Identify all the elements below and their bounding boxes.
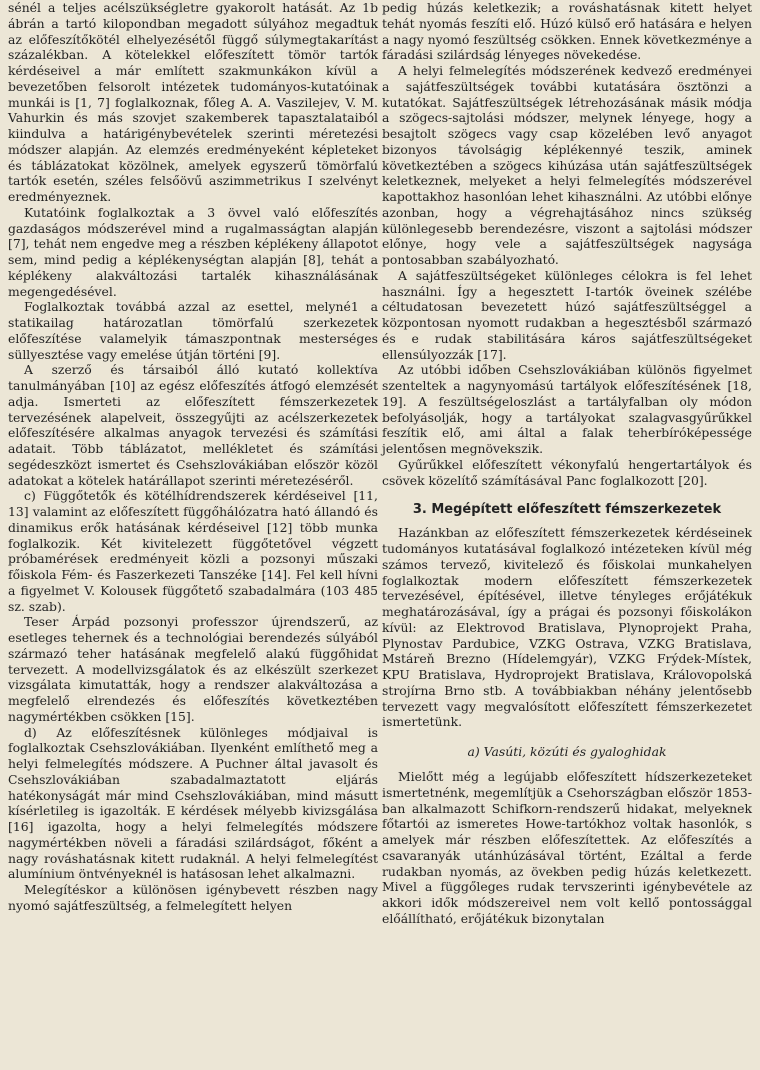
paragraph: Teser Árpád pozsonyi professzor újrendszerű, az esetleges tehernek és a technológiai berendezés súlyából származó teher hatásának megfelelő alakú függőhidat tervezett. A modellvizsgálatok és az elkészült szerkezet vizsgálata kimutatták, hogy a rendszer alakváltozása a megfelelő elrendezés és előfeszítés következtében nagymértékben csökken [15]. xyxy=(8,614,378,724)
paragraph: d) Az előfeszítésnek különleges módjaival is foglalkoztak Csehszlovákiában. Ilyenként említhető meg a helyi felmelegítés módszere. A Puchner által javasolt és Csehszlovákiában szabadalmaztatott eljárás hatékonyságát már mind Csehszlovákiában, mind másutt kísérletileg is igazolták. E kérdések mélyebb kivizsgálása [16] igazolta, hogy a helyi felmelegítés módszere nagymértékben növeli a fáradási szilárdságot, főként a nagy rováshatásnak kitett rudaknál. A helyi felmelegítést alumínium öntvényeknél is hatásosan lehet alkalmazni. xyxy=(8,724,378,882)
paragraph: Foglalkoztak továbbá azzal az esettel, melyné1 a statikailag határozatlan tömörfalú szerkezetek előfeszítése valamelyik támaszpontnak mesterséges süllyesztése vagy emelése útján történi [9]. xyxy=(8,299,378,362)
paragraph: Kutatóink foglalkoztak a 3 övvel való előfeszítés gazdaságos módszerével mind a rugalmasságtan alapján [7], tehát nem engedve meg a részben képlékeny állapotot sem, mind pedig a képlékenységtan alapján [8], tehát a képlékeny alakváltozási tartalék kihasználásának megengedésével. xyxy=(8,204,378,299)
subsection-title: a) Vasúti, közúti és gyaloghidak xyxy=(467,744,667,759)
paragraph: pedig húzás keletkezik; a rováshatásnak kitett helyet tehát nyomás feszíti elő. Húzó külső erő hatására e helyen a nagy nyomó feszültség csökken. Ennek következménye a fáradási szilárdság lényeges növekedése. xyxy=(382,0,752,63)
paragraph: Melegítéskor a különösen igénybevett részben nagy nyomó sajátfeszültség, a felmelegített helyen xyxy=(8,882,378,913)
paragraph: c) Függőtetők és kötélhídrendszerek kérdéseivel [11, 13] valamint az előfeszített függőhálózatra ható állandó és dinamikus erők hatásának kérdéseivel [12] több munka foglalkozik. Két kivitelezett függőtetővel végzett próbamérések eredményeit közli a pozsonyi műszaki főiskola Fém- és Faszerkezeti Tanszéke [14]. Fel kell hívni a figyelmet V. Kolousek függőtető szabadalmára (103 485 sz. szab). xyxy=(8,488,378,614)
paragraph: Gyűrűkkel előfeszített vékonyfalú hengertartályok és csövek közelítő számításával Panc foglalkozott [20]. xyxy=(382,456,752,488)
right-column xyxy=(382,0,754,1070)
left-column xyxy=(6,0,378,1070)
paragraph: A sajátfeszültségeket különleges célokra is fel lehet használni. Így a hegesztett I-tartók öveinek szélébe céltudatosan bevezetett húzó sajátfeszültséggel a központosan nyomott rudakban a hegesztésből származó és e rudak stabilitására káros sajátfeszültségeket ellensúlyozzák [17]. xyxy=(382,267,752,362)
paragraph: Az utóbbi időben Csehszlovákiában különös figyelmet szenteltek a nagynyomású tartályok előfeszítésének [18, 19]. A feszültségeloszlást a tartályfalban oly módon befolyásolják, hogy a tartályokat szalagvasgyűrűkkel feszítik elő, ami által a falak teherbíróképessége jelentősen megnövekszik. xyxy=(382,362,752,456)
paragraph: A helyi felmelegítés módszerének kedvező eredményei a sajátfeszültségek további kutatására ösztönzi a kutatókat. Sajátfeszültségek létrehozásának másik módja a szögecs-sajtolási módszer, melynek lényege, hogy a besajtolt szögecs vagy csap közelében levő anyagot bizonyos távolságig képlékennyé teszik, aminek következtében a szögecs kihúzása után sajátfeszültségek keletkeznek, melyeket a helyi felmelegítés módszerével kapottakhoz hasonlóan lehet kihasználni. Az utóbbi előnye azonban, hogy a végrehajtásához nincs szükség különlegesebb berendezésre, viszont a sajtolási módszer előnye, hogy vele a sajátfeszültségek nagysága pontosabban szabályozható. xyxy=(382,63,752,267)
paragraph: Hazánkban az előfeszített fémszerkezetek kérdéseinek tudományos kutatásával foglalkozó intézeteken kívül még számos tervező, kivitelező és főiskolai munkahelyen foglalkoztak modern előfeszített fémszerkezetek tervezésével, építésével, illetve tényleges erőjátékuk meghatározásával, így a prágai és pozsonyi főiskolákon kívül: az Elektrovod Bratislava, Plynoprojekt Praha, Plynostav Pardubice, VZKG Ostrava, VZKG Bratislava, Mstáreň Brezno (Hídelemgyár), VZKG Frýdek-Místek, KPU Bratislava, Hydroprojekt Bratislava, Královopolská strojírna Brno stb. A továbbiakban néhány jelentősebb tervezett vagy megvalósított előfeszített fémszerkezetet ismertetünk. xyxy=(382,525,752,730)
paragraph: Mielőtt még a legújabb előfeszített hídszerkezeteket ismertetnénk, megemlítjük a Csehországban először 1853-ban alkalmazott Schifkorn-rendszerű hidakat, melyeknek főtartói az ismeretes Howe-tartókhoz voltak hasonlók, s amelyek már részben előfeszítettek. Az előfeszítés a csavaranyák utánhúzásával történt, Ezáltal a ferde rudakban nyomás, az övekben pedig húzás keletkezett. Mivel a függőleges rudak tervszerinti igénybevétele az akkori idők módszereivel nem volt kellő pontossággal előállítható, erőjátékuk bizonytalan xyxy=(382,769,752,926)
paragraph: A szerző és társaiból álló kutató kollektíva tanulmányában [10] az egész előfeszítés átfogó elemzését adja. Ismerteti az előfeszített fémszerkezetek tervezésének alapelveit, összegyűjti az acélszerkezetek előfeszítésére alkalmas anyagok tervezési és számítási adatait. Több táblázatot, mellékletet és számítási segédeszközt ismertet és Csehszlovákiában először közöl adatokat a kötelek határállapot szerinti méretezéséről. xyxy=(8,362,378,488)
section-title: 3. Megépített előfeszített fémszerkezetek xyxy=(412,502,722,518)
paragraph: sénél a teljes acélszükségletre gyakorolt hatását. Az 1b ábrán a tartó kilopondban megadott súlyához megadtuk az előfeszítőkötél elhelyezésétől függő súlymegtakarítást százalékban. A kötelekkel előfeszített tömör tartók kérdéseivel a már említett szakmunkákon kívül a bevezetőben felsorolt intézetek tudományos-kutatóinak munkái is [1, 7] foglalkoznak, főleg A. A. Vaszilejev, V. M. Vahurkin és más szovjet szakemberek tapasztalataiból kiindulva a határigénybevételek szerinti méretezési módszer alapján. Az elemzés eredményeként képleteket és táblázatokat közölnek, amelyek egyszerű tömörfalú tartók esetén, széles felsőövű aszimmetrikus I szelvényt eredményeznek. xyxy=(8,0,378,204)
